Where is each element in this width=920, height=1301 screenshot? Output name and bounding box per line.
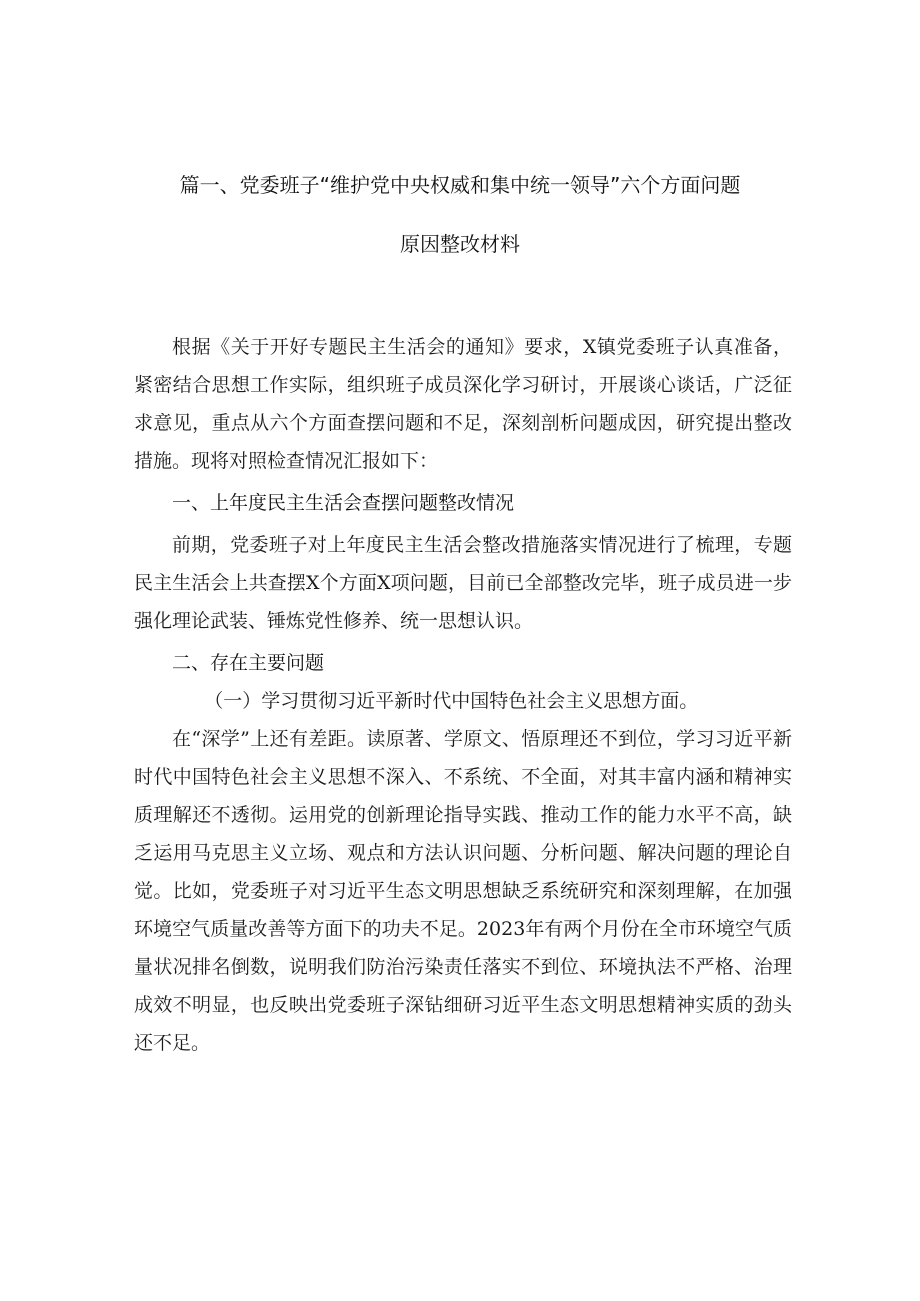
subsection-1-paragraph: 在“深学”上还有差距。读原著、学原文、悟原理还不到位，学习习近平新时代中国特色社会主义思想不深入、不系统、不全面，对其丰富内涵和精神实质理解还不透彻。运用党的创新理论指导实践、推动工作的能力水平不高，缺乏运用马克思主义立场、观点和方法认识问题、分析问题、解决问题的理论自觉。比如，党委班子对习近平生态文明思想缺乏系统研究和深刻理解，在加强环境空气质量改善等方面下的功夫不足。2023年有两个月份在全市环境空气质量状况排名倒数，说明我们防治污染责任落实不到位、环境执法不严格、治理成效不明显，也反映出党委班子深钻细研习近平生态文明思想精神实质的劲头还不足。 [134, 728, 792, 1054]
document-title-line-1: 篇一、党委班子“维护党中央权威和集中统一领导”六个方面问题 [179, 173, 741, 197]
document-body [134, 328, 792, 1062]
document-title-line-2: 原因整改材料 [400, 232, 520, 256]
subsection-1-heading: （一）学习贯彻习近平新时代中国特色社会主义思想方面。 [204, 690, 699, 712]
section-2-heading: 二、存在主要问题 [172, 652, 325, 674]
section-1-heading: 一、上年度民主生活会查摆问题整改情况 [172, 492, 515, 514]
intro-paragraph: 根据《关于开好专题民主生活会的通知》要求，X镇党委班子认真准备，紧密结合思想工作实际，组织班子成员深化学习研讨，开展谈心谈话，广泛征求意见，重点从六个方面查摆问题和不足，深刻剖析问题成因，研究提出整改措施。现将对照检查情况汇报如下： [134, 336, 792, 472]
section-1-paragraph: 前期，党委班子对上年度民主生活会整改措施落实情况进行了梳理，专题民主生活会上共查摆X个方面X项问题，目前已全部整改完毕，班子成员进一步强化理论武装、锤炼党性修养、统一思想认识。 [134, 534, 792, 632]
